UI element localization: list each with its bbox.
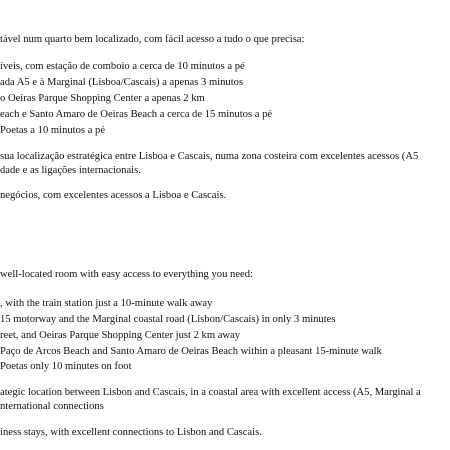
pt-bullet-4: each e Santo Amaro de Oeiras Beach a cerca de 15 minutos a pé — [0, 109, 273, 120]
en-bullet-2: 15 motorway and the Marginal coastal road (Lisbon/Cascais) in only 3 minutes — [0, 314, 336, 325]
pt-bullet-3: o Oeiras Parque Shopping Center a apenas 2 km — [0, 93, 205, 104]
pt-bullet-5: Poetas a 10 minutos a pé — [0, 125, 106, 136]
pt-business: negócios, com excelentes acessos a Lisboa e Cascais. — [0, 190, 227, 201]
en-business: iness stays, with excellent connections to Lisbon and Cascais. — [0, 427, 262, 438]
pt-location-line-2: dade e as ligações internacionais. — [0, 165, 141, 176]
en-location-line-2: nternational connections — [0, 401, 104, 412]
en-bullet-5: Poetas only 10 minutes on foot — [0, 361, 132, 372]
en-bullet-3: reet, and Oeiras Parque Shopping Center just 2 km away — [0, 330, 241, 341]
pt-bullet-2: ada A5 e à Marginal (Lisboa/Cascais) a apenas 3 minutos — [0, 77, 244, 88]
en-location-line-1: ategic location between Lisbon and Cascais, in a coastal area with excellent access (A5, Marginal a — [0, 387, 421, 398]
pt-location-line-1: sua localização estratégica entre Lisboa e Cascais, numa zona costeira com excelentes acessos (A5 — [0, 151, 419, 162]
pt-bullet-1: íveis, com estação de comboio a cerca de 10 minutos a pé — [0, 61, 245, 72]
pt-intro: tável num quarto bem localizado, com fácil acesso a tudo o que precisa: — [0, 34, 305, 45]
en-bullet-4: Paço de Arcos Beach and Santo Amaro de Oeiras Beach within a pleasant 15-minute walk — [0, 346, 382, 357]
en-intro: well-located room with easy access to everything you need: — [0, 269, 253, 280]
en-bullet-1: , with the train station just a 10-minute walk away — [0, 298, 213, 309]
